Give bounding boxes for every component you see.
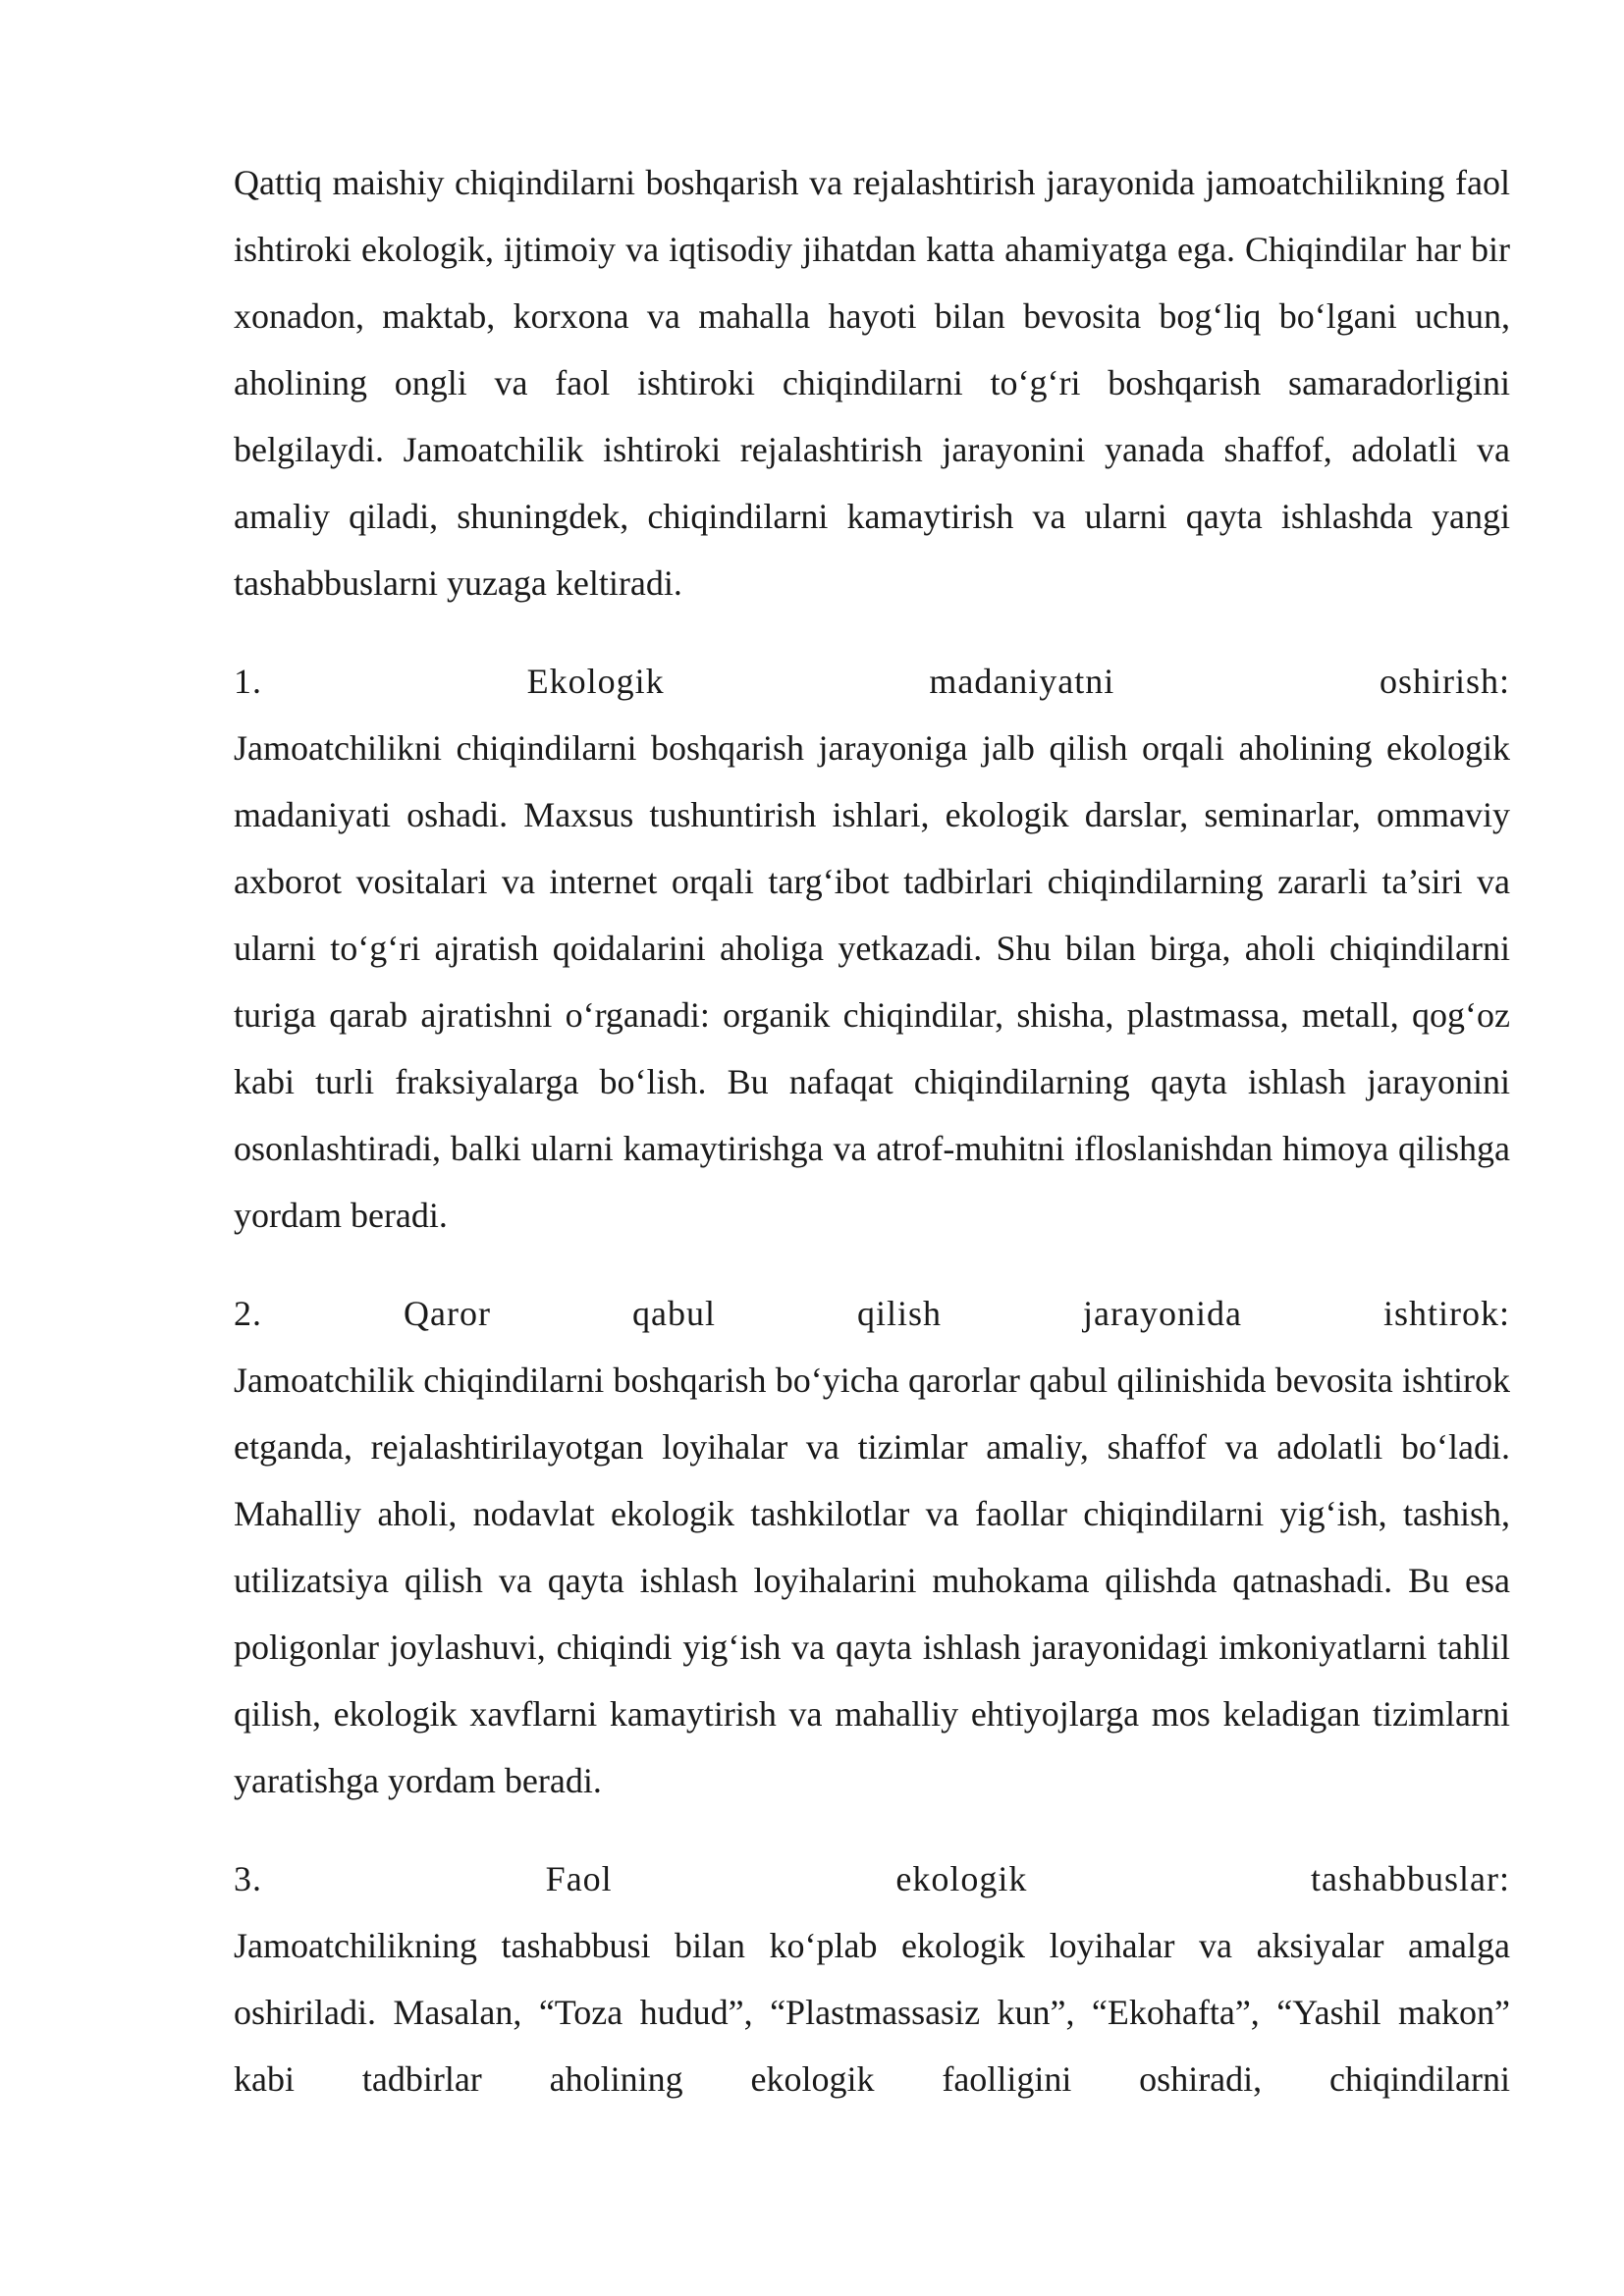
heading-word: 2. [234,1294,262,1333]
heading-word: oshirish: [1379,662,1510,701]
section-1 [234,648,1510,1249]
heading-word: madaniyatni [929,662,1115,701]
document-page [234,149,1510,2144]
section-3 [234,1845,1510,2112]
heading-word: ekologik [895,1859,1028,1898]
heading-word: qabul [631,1294,716,1333]
section-2 [234,1280,1510,1814]
section-heading [234,1845,1510,1912]
heading-word: tashabbuslar: [1311,1859,1510,1898]
heading-word: Faol [545,1859,613,1898]
heading-word: 1. [234,662,262,701]
section-heading [234,648,1510,715]
intro-paragraph: Qattiq maishiy chiqindilarni boshqarish va rejalashtirish jarayonida jamoatchilikning faol ishtiroki ekologik, ijtimoiy va iqtisodiy jihatdan katta ahamiyatga ega. Chiqindilar har bir xonadon, maktab, korxona va mahalla hayoti bilan bevosita bog‘liq bo‘lgani uchun, aholining ongli va faol ishtiroki chiqindilarni to‘g‘ri boshqarish samaradorligini belgilaydi. Jamoatchilik ishtiroki rejalashtirish jarayonini yanada shaffof, adolatli va amaliy qiladi, shuningdek, chiqindilarni kamaytirish va ularni qayta ishlashda yangi tashabbuslarni yuzaga keltiradi. [234,163,1510,603]
section-body: Jamoatchilikni chiqindilarni boshqarish jarayoniga jalb qilish orqali aholining ekologik madaniyati oshadi. Maxsus tushuntirish ishlari, ekologik darslar, seminarlar, ommaviy axborot vositalari va internet orqali targ‘ibot tadbirlari chiqindilarning zararli ta’siri va ularni to‘g‘ri ajratish qoidalarini aholiga yetkazadi. Shu bilan birga, aholi chiqindilarni turiga qarab ajratishni o‘rganadi: organik chiqindilar, shisha, plastmassa, metall, qog‘oz kabi turli fraksiyalarga bo‘lish. Bu nafaqat chiqindilarning qayta ishlash jarayonini osonlashtiradi, balki ularni kamaytirishga va atrof-muhitni ifloslanishdan himoya qilishga yordam beradi. [234,728,1510,1235]
heading-word: ishtirok: [1382,1294,1510,1333]
section-body: Jamoatchilik chiqindilarni boshqarish bo‘yicha qarorlar qabul qilinishida bevosita ishtirok etganda, rejalashtirilayotgan loyihalar va tizimlar amaliy, shaffof va adolatli bo‘ladi. Mahalliy aholi, nodavlat ekologik tashkilotlar va faollar chiqindilarni yig‘ish, tashish, utilizatsiya qilish va qayta ishlash loyihalarini muhokama qilishda qatnashadi. Bu esa poligonlar joylashuvi, chiqindi yig‘ish va qayta ishlash jarayonidagi imkoniyatlarni tahlil qilish, ekologik xavflarni kamaytirish va mahalliy ehtiyojlarga mos keladigan tizimlarni yaratishga yordam beradi. [234,1361,1510,1800]
heading-word: jarayonida [1083,1294,1242,1333]
section-heading [234,1280,1510,1347]
heading-word: Ekologik [526,662,665,701]
heading-word: 3. [234,1859,262,1898]
section-body: Jamoatchilikning tashabbusi bilan ko‘plab ekologik loyihalar va aksiyalar amalga oshiriladi. Masalan, “Toza hudud”, “Plastmassasiz kun”, “Ekohafta”, “Yashil makon” kabi tadbirlar aholining ekologik faolligini oshiradi, chiqindilarni [234,1926,1510,2099]
heading-word: Qaror [404,1294,491,1333]
heading-word: qilish [856,1294,942,1333]
